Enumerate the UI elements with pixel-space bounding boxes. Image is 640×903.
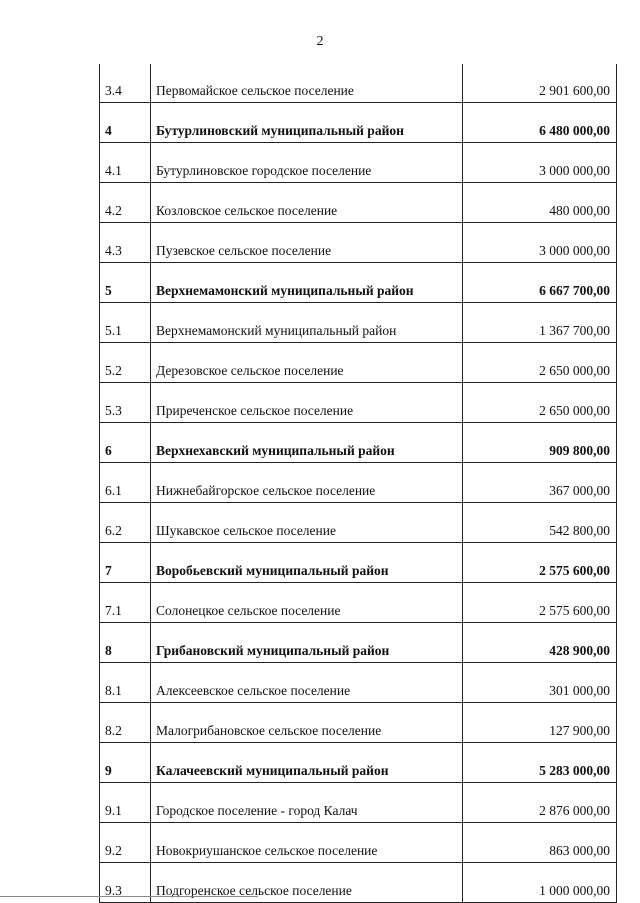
row-amount-cell: 2 901 600,00: [463, 64, 617, 103]
row-number-cell: 4.3: [100, 223, 151, 263]
row-amount-cell: 6 480 000,00: [463, 103, 617, 143]
settlement-row: [100, 343, 617, 383]
row-number-cell: 3.4: [100, 64, 151, 103]
budget-allocation-table: [99, 64, 617, 903]
settlement-row: [100, 663, 617, 703]
settlement-row: [100, 823, 617, 863]
settlement-row: [100, 783, 617, 823]
row-number-cell: 7.1: [100, 583, 151, 623]
district-row: [100, 543, 617, 583]
row-amount-cell: 2 650 000,00: [463, 343, 617, 383]
page-number: 2: [316, 34, 324, 49]
district-row: [100, 743, 617, 783]
row-name-cell: Бутурлиновское городское поселение: [151, 143, 463, 183]
row-name-cell: Солонецкое сельское поселение: [151, 583, 463, 623]
row-amount-cell: 2 575 600,00: [463, 583, 617, 623]
row-name-cell: Воробьевский муниципальный район: [151, 543, 463, 583]
row-number-cell: 9.3: [100, 863, 151, 903]
row-name-cell: Дерезовское сельское поселение: [151, 343, 463, 383]
row-name-cell: Малогрибановское сельское поселение: [151, 703, 463, 743]
footnote-separator: [0, 896, 258, 897]
row-name-cell: Верхнемамонский муниципальный район: [151, 263, 463, 303]
row-name-cell: Калачеевский муниципальный район: [151, 743, 463, 783]
district-row: [100, 263, 617, 303]
row-name-cell: Алексеевское сельское поселение: [151, 663, 463, 703]
row-name-cell: Первомайское сельское поселение: [151, 64, 463, 103]
row-number-cell: 6: [100, 423, 151, 463]
row-number-cell: 5: [100, 263, 151, 303]
row-number-cell: 5.2: [100, 343, 151, 383]
settlement-row: [100, 703, 617, 743]
row-number-cell: 9: [100, 743, 151, 783]
row-number-cell: 9.1: [100, 783, 151, 823]
row-number-cell: 8.1: [100, 663, 151, 703]
settlement-row: [100, 583, 617, 623]
row-number-cell: 5.1: [100, 303, 151, 343]
row-name-cell: Грибановский муниципальный район: [151, 623, 463, 663]
row-name-cell: Верхнемамонский муниципальный район: [151, 303, 463, 343]
row-number-cell: 4.1: [100, 143, 151, 183]
row-name-cell: Новокриушанское сельское поселение: [151, 823, 463, 863]
row-number-cell: 9.2: [100, 823, 151, 863]
row-number-cell: 4: [100, 103, 151, 143]
row-amount-cell: 367 000,00: [463, 463, 617, 503]
settlement-row: [100, 64, 617, 103]
settlement-row: [100, 303, 617, 343]
row-amount-cell: 301 000,00: [463, 663, 617, 703]
row-name-cell: Подгоренское сельское поселение: [151, 863, 463, 903]
row-name-cell: Бутурлиновский муниципальный район: [151, 103, 463, 143]
settlement-row: [100, 143, 617, 183]
district-row: [100, 623, 617, 663]
row-number-cell: 8.2: [100, 703, 151, 743]
district-row: [100, 103, 617, 143]
row-amount-cell: 1 000 000,00: [463, 863, 617, 903]
row-amount-cell: 542 800,00: [463, 503, 617, 543]
district-row: [100, 423, 617, 463]
row-number-cell: 6.2: [100, 503, 151, 543]
row-name-cell: Пузевское сельское поселение: [151, 223, 463, 263]
row-amount-cell: 909 800,00: [463, 423, 617, 463]
settlement-row: [100, 503, 617, 543]
settlement-row: [100, 183, 617, 223]
row-amount-cell: 2 650 000,00: [463, 383, 617, 423]
row-number-cell: 4.2: [100, 183, 151, 223]
table-body: [100, 64, 617, 903]
row-number-cell: 6.1: [100, 463, 151, 503]
settlement-row: [100, 463, 617, 503]
row-amount-cell: 480 000,00: [463, 183, 617, 223]
row-number-cell: 7: [100, 543, 151, 583]
row-number-cell: 5.3: [100, 383, 151, 423]
row-name-cell: Нижнебайгорское сельское поселение: [151, 463, 463, 503]
row-amount-cell: 1 367 700,00: [463, 303, 617, 343]
settlement-row: [100, 223, 617, 263]
row-amount-cell: 5 283 000,00: [463, 743, 617, 783]
row-name-cell: Приреченское сельское поселение: [151, 383, 463, 423]
settlement-row: [100, 383, 617, 423]
row-name-cell: Городское поселение - город Калач: [151, 783, 463, 823]
row-amount-cell: 6 667 700,00: [463, 263, 617, 303]
row-number-cell: 8: [100, 623, 151, 663]
row-amount-cell: 127 900,00: [463, 703, 617, 743]
row-name-cell: Козловское сельское поселение: [151, 183, 463, 223]
row-amount-cell: 2 876 000,00: [463, 783, 617, 823]
row-name-cell: Верхнехавский муниципальный район: [151, 423, 463, 463]
row-amount-cell: 3 000 000,00: [463, 223, 617, 263]
row-amount-cell: 2 575 600,00: [463, 543, 617, 583]
row-amount-cell: 3 000 000,00: [463, 143, 617, 183]
row-amount-cell: 863 000,00: [463, 823, 617, 863]
row-name-cell: Шукавское сельское поселение: [151, 503, 463, 543]
row-amount-cell: 428 900,00: [463, 623, 617, 663]
